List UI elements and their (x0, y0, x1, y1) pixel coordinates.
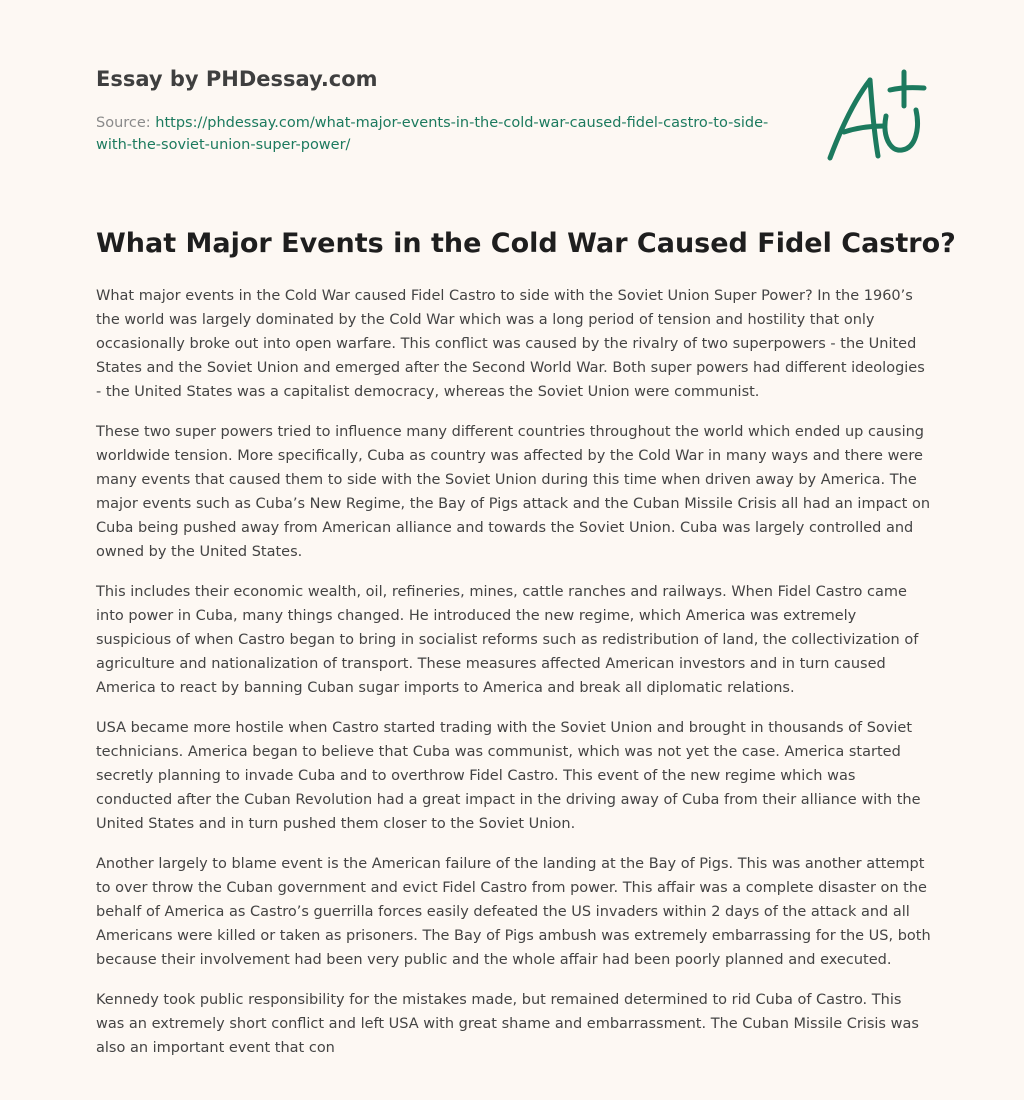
article-body (96, 284, 932, 1076)
paragraph: These two super powers tried to influence many different countries throughout the world which ended up causing worldwide tension. More specifically, Cuba as country was affected by the Cold War in many ways and there were many events that caused them to side with the Soviet Union during this time when driven away by America. The major events such as Cuba’s New Regime, the Bay of Pigs attack and the Cuban Missile Crisis all had an impact on Cuba being pushed away from American alliance and towards the Soviet Union. Cuba was largely controlled and owned by the United States. (96, 424, 931, 560)
site-brand: Essay by PHDessay.com (96, 67, 378, 91)
page-header (96, 64, 776, 156)
a-plus-grade-icon (820, 66, 932, 170)
paragraph: USA became more hostile when Castro started trading with the Soviet Union and brought in thousands of Soviet technicians. America began to believe that Cuba was communist, which was not yet the case. America started secretly planning to invade Cuba and to overthrow Fidel Castro. This event of the new regime which was conducted after the Cuban Revolution had a great impact in the driving away of Cuba from their alliance with the United States and in turn pushed them closer to the Soviet Union. (96, 720, 921, 832)
article-title: What Major Events in the Cold War Caused Fidel Castro? (96, 228, 956, 259)
paragraph: Another largely to blame event is the American failure of the landing at the Bay of Pigs. This was another attempt to over throw the Cuban government and evict Fidel Castro from power. This affair was a complete disaster on the behalf of America as Castro’s guerrilla forces easily defeated the US invaders within 2 days of the attack and all Americans were killed or taken as prisoners. The Bay of Pigs ambush was extremely embarrassing for the US, both because their involvement had been very public and the whole affair had been poorly planned and executed. (96, 856, 931, 968)
paragraph: Kennedy took public responsibility for the mistakes made, but remained determined to rid Cuba of Castro. This was an extremely short conflict and left USA with great shame and embarrassment. The Cuban Missile Crisis was also an important event that con (96, 992, 919, 1056)
source-line (96, 112, 776, 156)
paragraph: This includes their economic wealth, oil, refineries, mines, cattle ranches and railways. When Fidel Castro came into power in Cuba, many things changed. He introduced the new regime, which America was extremely suspicious of when Castro began to bring in socialist reforms such as redistribution of land, the collectivization of agriculture and nationalization of transport. These measures affected American investors and in turn caused America to react by banning Cuban sugar imports to America and break all diplomatic relations. (96, 584, 919, 696)
source-label: Source: (96, 115, 151, 131)
paragraph: What major events in the Cold War caused Fidel Castro to side with the Soviet Union Super Power? In the 1960’s the world was largely dominated by the Cold War which was a long period of tension and hostility that only occasionally broke out into open warfare. This conflict was caused by the rivalry of two superpowers - the United States and the Soviet Union and emerged after the Second World War. Both super powers had different ideologies - the United States was a capitalist democracy, whereas the Soviet Union were communist. (96, 288, 925, 400)
source-link[interactable]: https://phdessay.com/what-major-events-in-the-cold-war-caused-fidel-castro-to-side-with-the-soviet-union-super-power/ (96, 115, 769, 153)
